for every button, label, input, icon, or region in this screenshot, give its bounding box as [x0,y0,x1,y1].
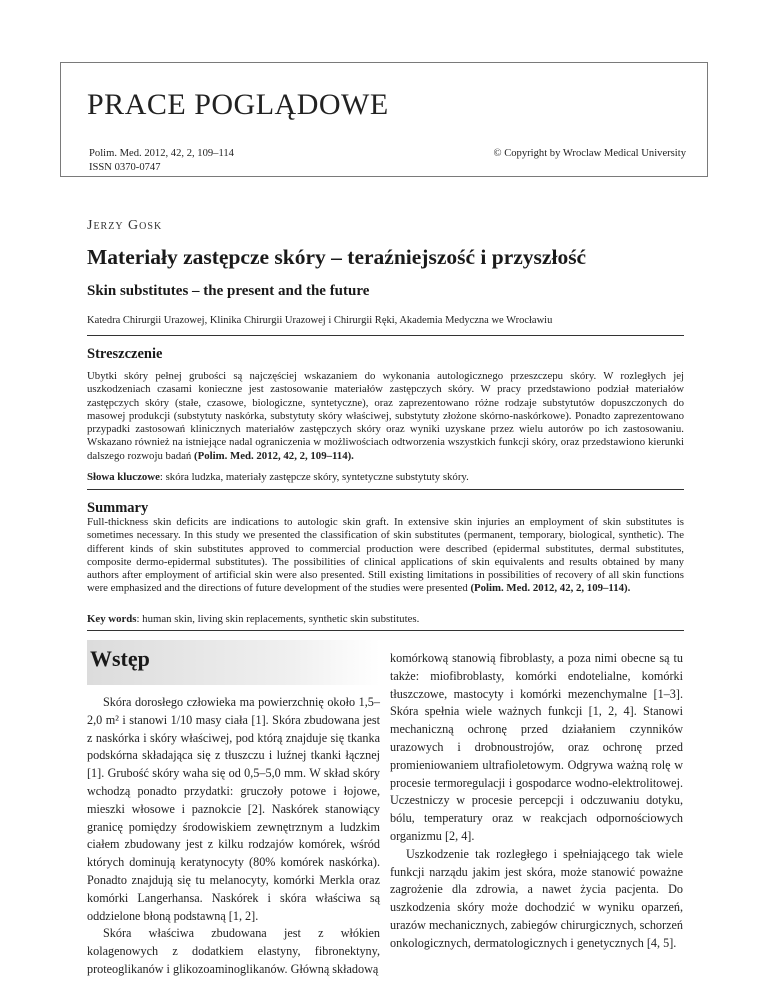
keywords-english-list: : human skin, living skin replacements, synthetic skin substitutes. [136,613,420,625]
article-title-english: Skin substitutes – the present and the future [87,283,370,299]
keywords-polish [87,471,684,483]
body-column-left [87,694,380,979]
author-affiliation: Katedra Chirurgii Urazowej, Klinika Chirurgii Urazowej i Chirurgii Ręki, Akademia Medyczna we Wrocławiu [87,315,553,326]
abstract-english-body: Full-thickness skin deficits are indications to autologic skin graft. In extensive skin injuries an employment of skin substitutes is sometimes necessary. In this study we presented the classification of skin substitutes (permanent, temporary, biological, synthetic). The different kinds of skin substitutes approved to commercial production were described (epidermal substitutes, dermal substitutes, composite dermo-epidermal substitutes). The possibilities of clinical applications of skin equivalents and results obtained by many authors after employment of artificial skin were also presented. Still existing limitations in possibilities of recovery of all skin functions were emphasized and the directions of future development of the studies were presented [87,516,684,595]
body-paragraph: Skóra dorosłego człowieka ma powierzchnię około 1,5–2,0 m² i stanowi 1/10 masy ciała [1]. Skóra zbudowana jest z naskórka i skóry właściwej, pod którą znajduje się tkanka podskórna składająca się z tłuszczu i luźnej tkanki łącznej [1]. Grubość skóry waha się od 0,5–5,0 mm. W skład skóry wchodzą ponadto przydatki: gruczoły potowe i łojowe, mieszki włosowe i paznokcie [2]. Naskórek stanowiący granicę pomiędzy środowiskiem zewnętrznym a ludzkim ciałem zbudowany jest z kilku rodzajów komórek, wśród których dominują keratynocyty (80% komórek naskórka). Ponadto znajdują się tu melanocyty, komórki Merkla oraz komórki Langerhansa. Naskórek i skóra właściwa są oddzielone błoną podstawną [1, 2]. [87,695,380,923]
abstract-polish-citation: (Polim. Med. 2012, 42, 2, 109–114). [194,449,354,462]
body-paragraph: Skóra właściwa zbudowana jest z włókien kolagenowych z dodatkiem elastyny, fibronektyny, proteoglikanów i glikozoaminoglikanów. Główną składową [87,926,380,976]
keywords-english-label: Key words [87,613,137,625]
divider-top [87,335,684,336]
body-column-right [390,650,683,953]
body-paragraph: komórkową stanowią fibroblasty, a poza nimi obecne są tu także: miofibroblasty, komórki endotelialne, komórki tłuszczowe, mastocyty i komórki mezenchymalne [1–3]. Skóra spełnia wiele ważnych funkcji [1, 2, 4]. Stanowi mechaniczną ochronę przed działaniem czynników urazowych i drobnoustrojów, oraz ochronę przed promieniowaniem ultrafioletowym. Odgrywa ważną rolę w procesie termoregulacji i gospodarce wodno-elektrolitowej. Uczestniczy w procesie percepcji i odczuwaniu dotyku, bólu, temperatury oraz w reakcjach odpornościowych organizmu [2, 4]. [390,651,683,843]
abstract-polish-body: Ubytki skóry pełnej grubości są najczęściej wskazaniem do wykonania autologicznego przeszczepu skóry. W rozległych jej uszkodzeniach czasami konieczne jest zastosowanie materiałów zastępczych skóry. W pracy przedstawiono podział materiałów zastępczych skóry (stałe, czasowe, biologiczne, syntetyczne), oraz zaprezentowano różne rodzaje substytutów dopuszczonych do masowej produkcji (substytuty naskórka, substytuty skóry właściwej, substytuty złożone skórno-naskórkowe). Ponadto zaprezentowano przypadki zastosowań klinicznych materiałów zastępczych skóry oraz wyniki uzyskane przez wielu autorów po ich zastosowaniu. Wskazano również na istniejące nadal ograniczenia w możliwościach odtworzenia wszystkich funkcji skóry, oraz przedstawiono kierunki dalszego rozwoju badań [87,370,684,462]
journal-issn: ISSN 0370-0747 [89,162,161,173]
article-title-polish: Materiały zastępcze skóry – teraźniejszość i przyszłość [87,245,587,269]
copyright-notice: © Copyright by Wroclaw Medical University [493,148,686,159]
section-heading-introduction: Wstęp [90,646,150,671]
author-name: Jerzy Gosk [87,218,163,233]
divider-middle [87,489,684,490]
abstract-english-citation: (Polim. Med. 2012, 42, 2, 109–114). [470,582,631,595]
abstract-polish-text [87,370,684,463]
abstract-english-heading: Summary [87,500,149,516]
abstract-english-text [87,516,684,596]
abstract-polish-heading: Streszczenie [87,346,163,362]
divider-bottom [87,630,684,631]
keywords-polish-label: Słowa kluczowe [87,471,160,483]
journal-reference: Polim. Med. 2012, 42, 2, 109–114 [89,148,234,159]
keywords-english [87,613,684,625]
section-label: PRACE POGLĄDOWE [87,88,389,121]
keywords-polish-list: : skóra ludzka, materiały zastępcze skóry, syntetyczne substytuty skóry. [159,471,469,483]
body-paragraph: Uszkodzenie tak rozległego i spełniającego tak wiele funkcji narządu jakim jest skóra, może stanowić poważne zagrożenie dla zdrowia, a nawet życia pacjenta. Do uszkodzenia skóry może dochodzić w wyniku oparzeń, urazów mechanicznych, zabiegów chirurgicznych, schorzeń onkologicznych, dermatologicznych i genetycznych [4, 5]. [390,846,683,950]
